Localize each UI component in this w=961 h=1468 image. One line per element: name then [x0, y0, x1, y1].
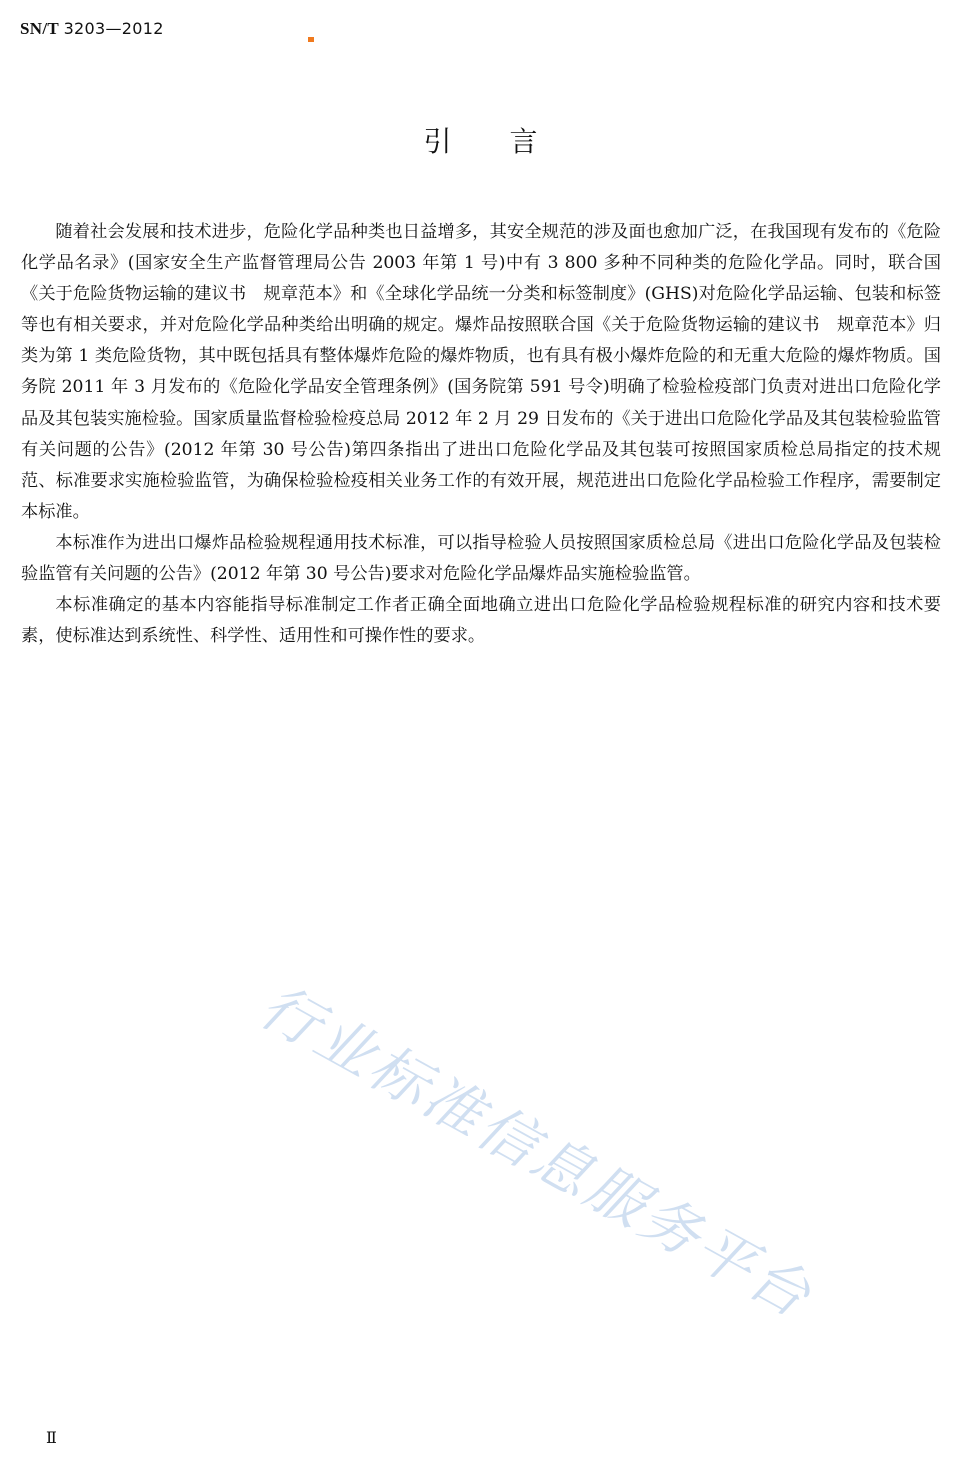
header-mark: [308, 37, 314, 42]
paragraph-background: 随着社会发展和技术进步，危险化学品种类也日益增多，其安全规范的涉及面也愈加广泛，在我国现有发布的《危险化学品名录》(国家安全生产监督管理局公告 2003 年第 1 号)中有 3 800 多种不同种类的危险化学品。同时，联合国《关于危险货物运输的建议书 规章范本》和《全球化学品统一分类和标签制度》(GHS)对危险化学品运输、包装和标签等也有相关要求，并对危险化学品种类给出明确的规定。爆炸品按照联合国《关于危险货物运输的建议书 规章范本》归类为第 1 类危险货物，其中既包括具有整体爆炸危险的爆炸物质，也有具有极小爆炸危险的和无重大危险的爆炸物质。国务院 2011 年 3 月发布的《危险化学品安全管理条例》(国务院第 591 号令)明确了检验检疫部门负责对进出口危险化学品及其包装实施检验。国家质量监督检验检疫总局 2012 年 2 月 29 日发布的《关于进出口危险化学品及其包装检验监管有关问题的公告》(2012 年第 30 号公告)第四条指出了进出口危险化学品及其包装可按照国家质检总局指定的技术规范、标准要求实施检验监管，为确保检验检疫相关业务工作的有效开展，规范进出口危险化学品检验工作程序，需要制定本标准。: [21, 222, 941, 522]
standard-number: 3203—2012: [63, 19, 164, 38]
watermark: 行业标准信息服务平台: [249, 971, 825, 1332]
document-body: [21, 217, 941, 652]
paragraph-scope: 本标准确定的基本内容能指导标准制定工作者正确全面地确立进出口危险化学品检验规程标准的研究内容和技术要素，使标准达到系统性、科学性、适用性和可操作性的要求。: [21, 595, 941, 647]
page-header: [20, 19, 164, 39]
standard-prefix: SN/T: [20, 19, 59, 38]
paragraph-purpose: 本标准作为进出口爆炸品检验规程通用技术标准，可以指导检验人员按照国家质检总局《进出口危险化学品及包装检验监管有关问题的公告》(2012 年第 30 号公告)要求对危险化学品爆炸品实施检验监管。: [21, 532, 941, 585]
page-number: Ⅱ: [46, 1428, 57, 1447]
page-title: 引言: [423, 125, 596, 158]
